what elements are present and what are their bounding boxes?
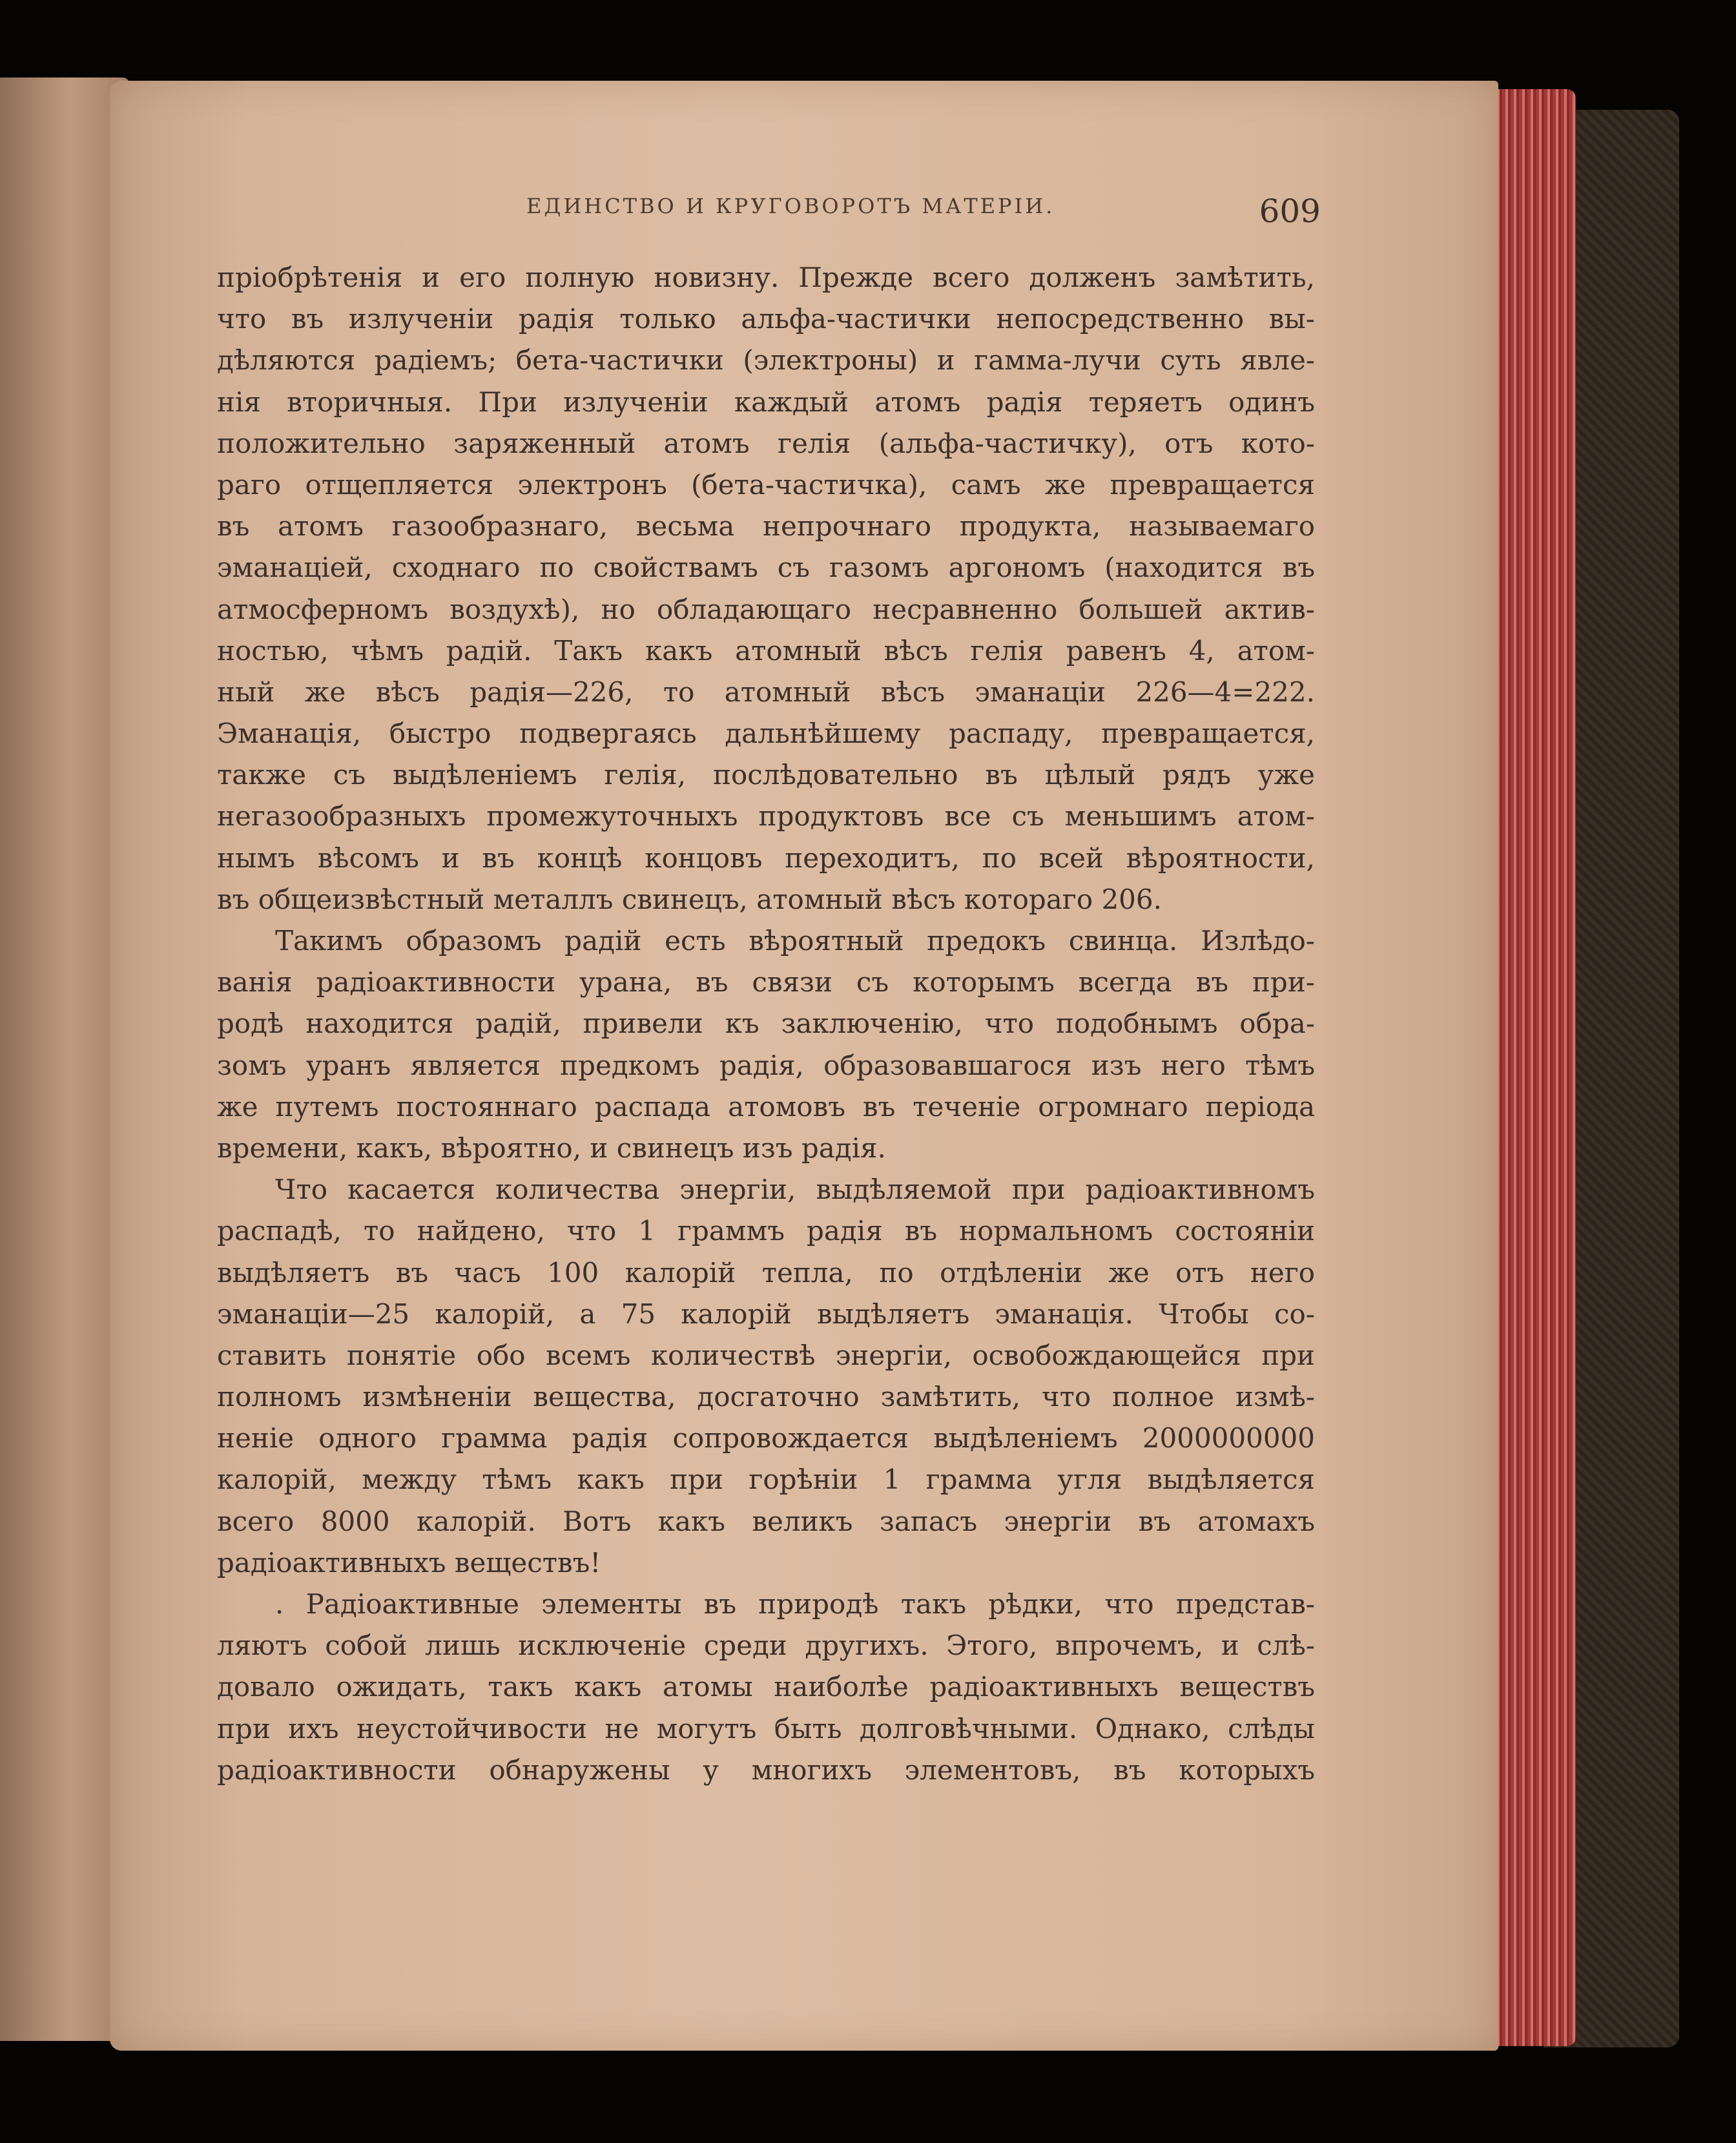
text-line: времени, какъ, вѣроятно, и свинецъ изъ радія. [217,1132,886,1164]
text-line: эманаціи—25 калорій, а 75 калорій выдѣляетъ эманація. Чтобы со- [217,1298,1315,1330]
text-line: распадѣ, то найдено, что 1 граммъ радія въ нормальномъ состояніи [217,1215,1315,1247]
text-line: нымъ вѣсомъ и въ концѣ концовъ переходитъ, по всей вѣроятности, [217,842,1315,874]
paragraph-first-line: . Радіоактивные элементы въ природѣ такъ рѣдки, что представ- [275,1588,1315,1620]
text-line: нія вторичныя. При излученіи каждый атомъ радія теряетъ одинъ [217,386,1315,418]
paragraph-first-line: Такимъ образомъ радій есть вѣроятный предокъ свинца. Излѣдо- [275,925,1315,957]
page-block-edges [1485,89,1576,2046]
text-line: что въ излученіи радія только альфа-частички непосредственно вы- [217,303,1315,335]
text-line: всего 8000 калорій. Вотъ какъ великъ запасъ энергіи въ атомахъ [217,1505,1315,1537]
text-line: въ общеизвѣстный металлъ свинецъ, атомный вѣсъ котораго 206. [217,883,1162,915]
text-line: эманаціей, сходнаго по свойствамъ съ газомъ аргономъ (находится въ [217,552,1315,584]
text-line: радіоактивности обнаружены у многихъ элементовъ, въ которыхъ [217,1754,1315,1786]
text-line: ляютъ собой лишь исключеніе среди другихъ. Этого, впрочемъ, и слѣ- [217,1630,1315,1662]
text-line: ванія радіоактивности урана, въ связи съ которымъ всегда въ при- [217,966,1315,999]
text-line: полномъ измѣненіи вещества, досгаточно замѣтить, что полное измѣ- [217,1381,1315,1413]
text-line: калорій, между тѣмъ какъ при горѣніи 1 грамма угля выдѣляется [217,1464,1315,1496]
text-line: ностью, чѣмъ радій. Такъ какъ атомный вѣсъ гелія равенъ 4, атом- [217,634,1315,667]
text-line: пріобрѣтенія и его полную новизну. Прежде всего долженъ замѣтить, [217,262,1315,293]
body-text [217,257,1315,1791]
text-line: Эманація, быстро подвергаясь дальнѣйшему распаду, превращается, [217,718,1315,750]
text-line: ный же вѣсъ радія—226, то атомный вѣсъ эманаціи 226—4=222. [217,676,1315,708]
text-line: также съ выдѣленіемъ гелія, послѣдовательно въ цѣлый рядъ уже [217,759,1315,791]
text-line: дѣляются радіемъ; бета-частички (электроны) и гамма-лучи суть явле- [217,344,1315,377]
text-line: раго отщепляется электронъ (бета-частичка), самъ же превращается [217,468,1315,501]
text-line: зомъ уранъ является предкомъ радія, образовавшагося изъ него тѣмъ [217,1049,1315,1081]
text-line: атмосферномъ воздухѣ), но обладающаго несравненно большей актив- [217,593,1315,625]
text-line: въ атомъ газообразнаго, весьма непрочнаго продукта, называемаго [217,510,1315,543]
page-number: 609 [1259,192,1321,230]
text-line: ставить понятіе обо всемъ количествѣ энергіи, освобождающейся при [217,1339,1315,1371]
text-line: неніе одного грамма радія сопровождается выдѣленіемъ 2000000000 [217,1422,1315,1455]
text-line: при ихъ неустойчивости не могутъ быть долговѣчными. Однако, слѣды [217,1712,1315,1744]
text-line: радіоактивныхъ веществъ! [217,1546,601,1579]
text-line: негазообразныхъ промежуточныхъ продуктовъ все съ меньшимъ атом- [217,800,1315,833]
paragraph-first-line: Что касается количества энергіи, выдѣляемой при радіоактивномъ [275,1174,1315,1206]
text-line: родѣ находится радій, привели къ заключенію, что подобнымъ обра- [217,1008,1315,1040]
text-line: положительно заряженный атомъ гелія (альфа-частичку), отъ кото- [217,427,1315,459]
text-line: выдѣляетъ въ часъ 100 калорій тепла, по отдѣленіи же отъ него [217,1256,1315,1289]
text-line: же путемъ постояннаго распада атомовъ въ теченіе огромнаго періода [217,1090,1315,1123]
running-header: ЕДИНСТВО И КРУГОВОРОТЪ МАТЕРІИ. [526,194,1055,218]
text-line: довало ожидать, такъ какъ атомы наиболѣе радіоактивныхъ веществъ [217,1671,1315,1703]
